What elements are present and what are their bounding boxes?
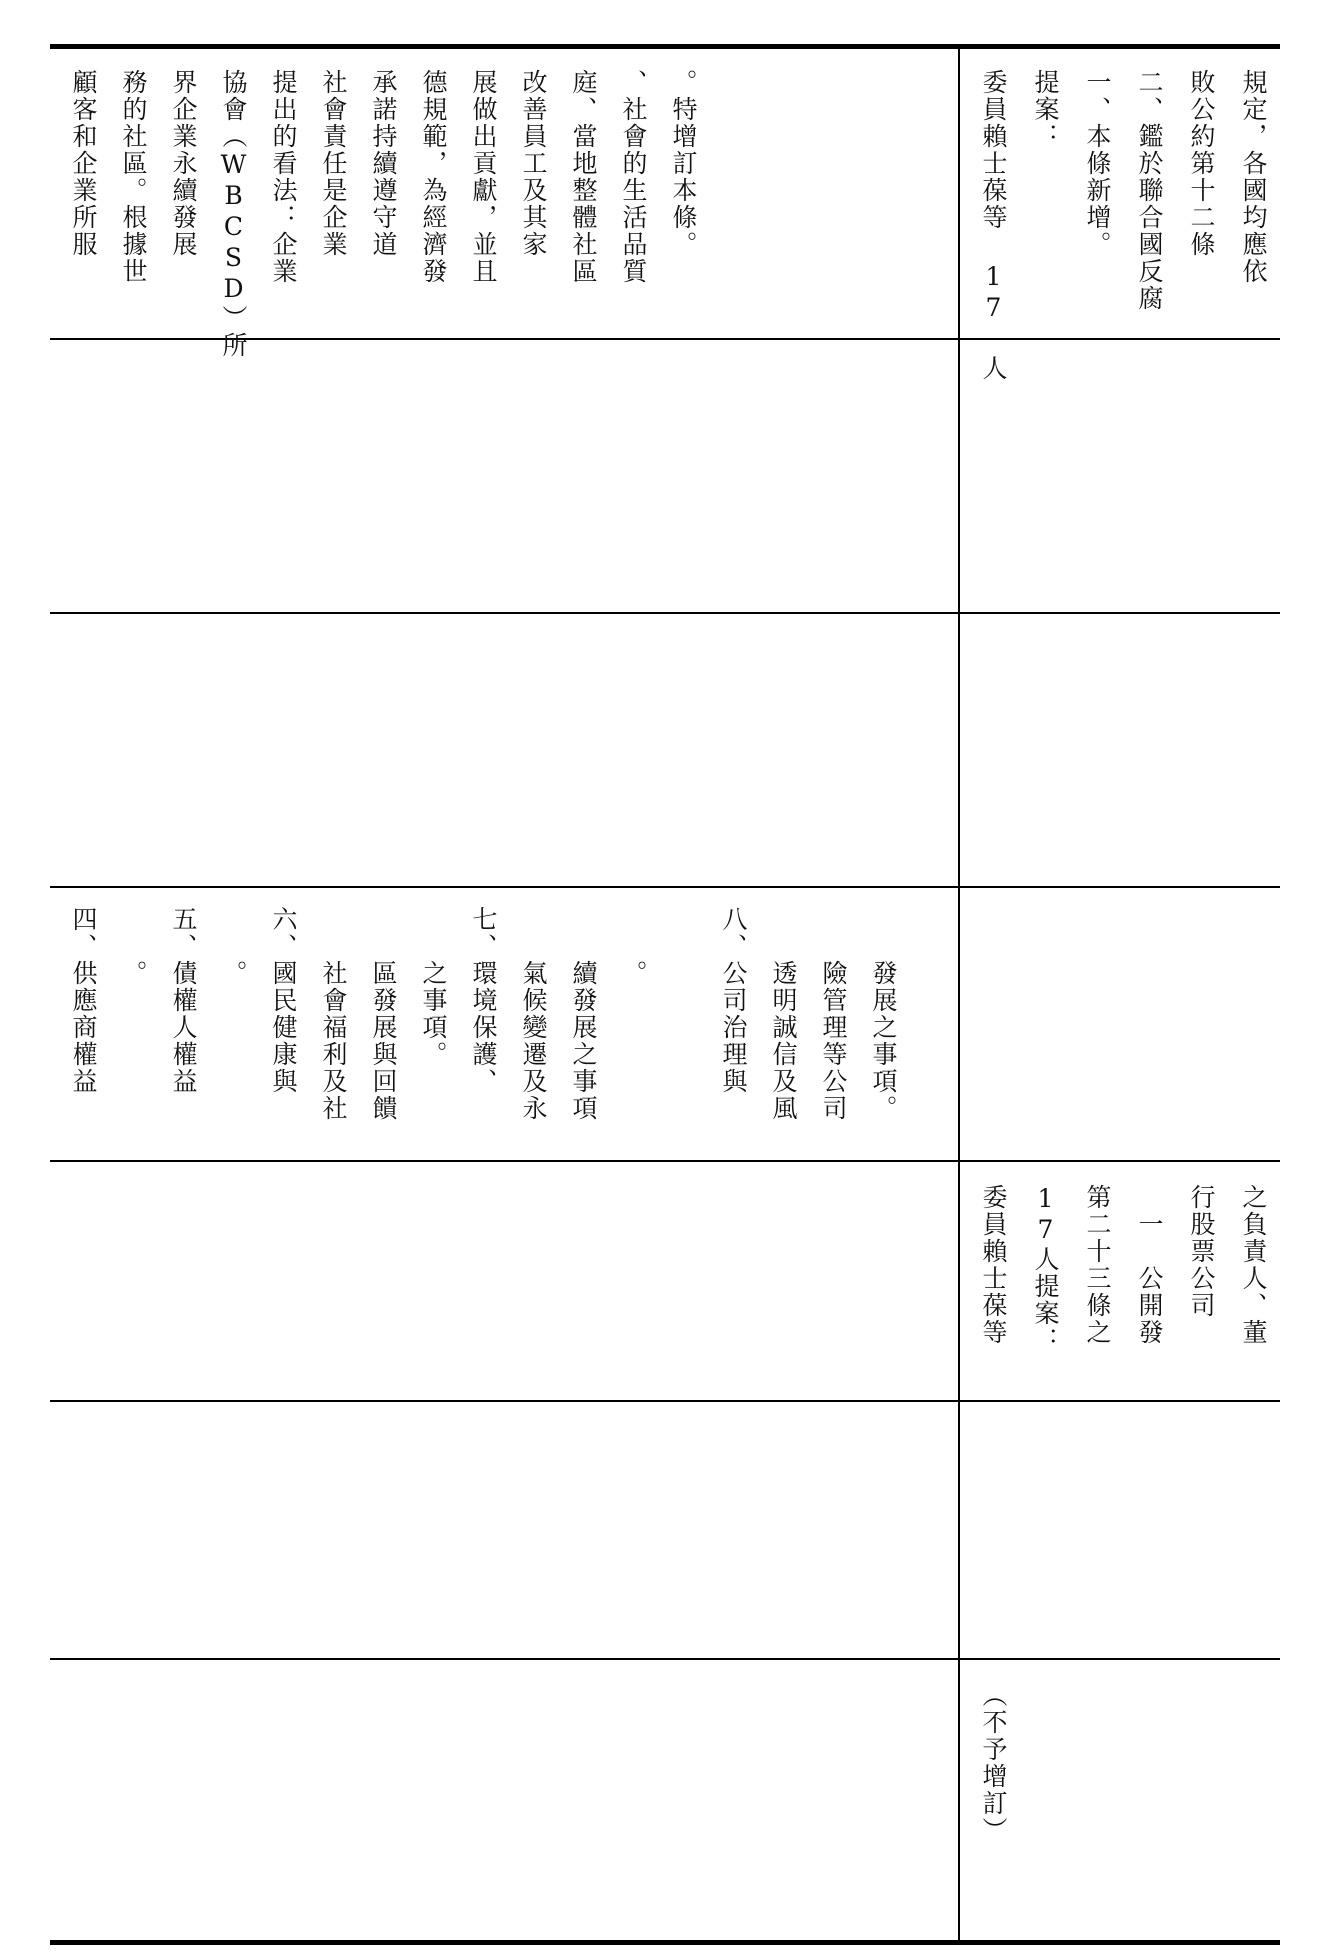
table-border-bottom bbox=[50, 1940, 1280, 1945]
text-line: 行股票公司 bbox=[1187, 1184, 1216, 1319]
text-line: 七、環境保護、 bbox=[469, 906, 498, 1095]
proposal-cell bbox=[960, 1162, 1280, 1400]
text-line: 社會福利及社 bbox=[319, 906, 348, 1122]
text-line: 第二十三條之 bbox=[1083, 1184, 1112, 1346]
explanation-cell bbox=[50, 49, 958, 359]
text-line: 氣候變遷及永 bbox=[519, 906, 548, 1122]
text-line: 四、供應商權益 bbox=[69, 906, 98, 1095]
text-line: 八、公司治理與 bbox=[719, 906, 748, 1095]
text-line: 一 公開發 bbox=[1135, 1184, 1164, 1346]
text-line: 承諾持續遵守道 bbox=[369, 69, 398, 258]
text-line: 之事項。 bbox=[419, 906, 448, 1068]
text-line: 界企業永續發展 bbox=[169, 69, 198, 258]
text-line: 。 bbox=[119, 906, 148, 987]
text-line: 協會（WBCSD）所 bbox=[219, 69, 248, 359]
table-row bbox=[50, 1162, 1280, 1400]
text-line: 規定，各國均應依 bbox=[1239, 69, 1268, 285]
table-row bbox=[50, 340, 1280, 612]
text-line: 。特增訂本條。 bbox=[669, 69, 698, 258]
text-line: （不予增訂） bbox=[979, 1682, 1008, 1844]
text-line: 、社會的生活品質 bbox=[619, 69, 648, 285]
text-line: 17人提案： bbox=[1031, 1184, 1060, 1354]
text-line: 提出的看法：企業 bbox=[269, 69, 298, 285]
text-line: 敗公約第十二條 bbox=[1187, 69, 1216, 258]
text-line: 之負責人、董 bbox=[1239, 1184, 1268, 1346]
table-row bbox=[50, 1660, 1280, 1940]
table-row bbox=[50, 49, 1280, 382]
text-line: 。 bbox=[619, 906, 648, 987]
proposal-cell bbox=[960, 1660, 1280, 1940]
text-line: 改善員工及其家 bbox=[519, 69, 548, 258]
text-line: 務的社區。根據世 bbox=[119, 69, 148, 285]
text-line: 提案： bbox=[1031, 69, 1060, 150]
text-line: 。 bbox=[219, 906, 248, 987]
table-row bbox=[50, 888, 1280, 1160]
text-line: 一、本條新增。 bbox=[1083, 69, 1112, 258]
text-line: 社會責任是企業 bbox=[319, 69, 348, 258]
text-line: 五、債權人權益 bbox=[169, 906, 198, 1095]
text-line: 庭、當地整體社區 bbox=[569, 69, 598, 285]
text-line: 續發展之事項 bbox=[569, 906, 598, 1122]
text-line: 險管理等公司 bbox=[819, 906, 848, 1122]
text-line: 發展之事項。 bbox=[869, 906, 898, 1122]
text-line: 區發展與回饋 bbox=[369, 906, 398, 1122]
text-line: 六、國民健康與 bbox=[269, 906, 298, 1095]
text-line: 顧客和企業所服 bbox=[69, 69, 98, 258]
text-line: 委員賴士葆等 bbox=[979, 1184, 1008, 1346]
text-line: 透明誠信及風 bbox=[769, 906, 798, 1122]
text-line: 二、鑑於聯合國反腐 bbox=[1135, 69, 1164, 312]
table-row bbox=[50, 614, 1280, 886]
explanation-cell bbox=[50, 888, 958, 1160]
table-row bbox=[50, 1402, 1280, 1658]
text-line: 展做出貢獻，並且 bbox=[469, 69, 498, 285]
text-line: 德規範，為經濟發 bbox=[419, 69, 448, 285]
proposal-cell bbox=[960, 49, 1280, 382]
text-line: 委員賴士葆等 17 人 bbox=[979, 69, 1008, 382]
